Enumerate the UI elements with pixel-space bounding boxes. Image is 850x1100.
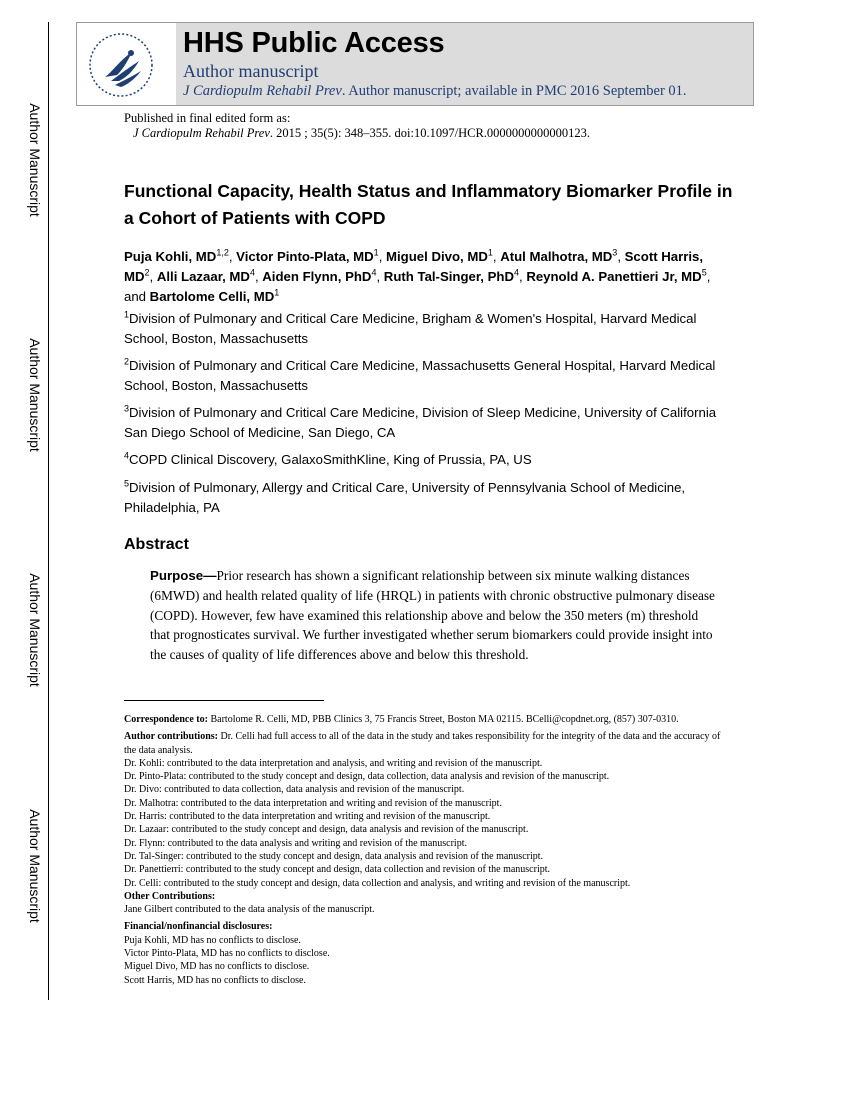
footnote-rule bbox=[124, 700, 324, 701]
affiliation-text: Division of Pulmonary and Critical Care Medicine, Division of Sleep Medicine, University of California San Diego School of Medicine, San Diego, CA bbox=[124, 405, 717, 440]
author-name: Aiden Flynn, PhD bbox=[262, 269, 372, 284]
abstract-text: Prior research has shown a significant relationship between six minute walking distances (6MWD) and health related quality of life (HRQL) in patients with chronic obstructive pulmonary disease (COPD). However, few have examined this relationship above and below the 350 meters (m) threshold that prognosticates survival. We further investigated whether serum biomarkers could provide insight into the causes of quality of life differences above and below this threshold. bbox=[150, 568, 715, 663]
published-citation bbox=[124, 126, 590, 141]
banner-title: HHS Public Access bbox=[183, 27, 445, 59]
abstract-paragraph bbox=[150, 566, 715, 665]
author-separator: , bbox=[376, 269, 384, 284]
contribution-line: Dr. Malhotra: contributed to the data interpretation and writing and revision of the manuscript. bbox=[124, 797, 502, 809]
contribution-line: Dr. Flynn: contributed to the data analysis and writing and revision of the manuscript. bbox=[124, 837, 467, 849]
affiliation-number: 5 bbox=[124, 478, 130, 489]
banner-availability: . Author manuscript; available in PMC 2016 September 01. bbox=[341, 83, 687, 99]
disclosures-label: Financial/nonfinancial disclosures: bbox=[124, 921, 273, 933]
affiliation-number: 3 bbox=[124, 403, 130, 414]
affiliation-text: COPD Clinical Discovery, GalaxoSmithKline, King of Prussia, PA, US bbox=[129, 452, 532, 467]
affiliation-text: Division of Pulmonary, Allergy and Critical Care, University of Pennsylvania School of Medicine, Philadelphia, PA bbox=[124, 480, 686, 515]
affiliation bbox=[124, 309, 734, 348]
contribution-list bbox=[124, 757, 724, 890]
disclosure-line: Puja Kohli, MD has no conflicts to disclose. bbox=[124, 934, 301, 946]
affiliation-text: Division of Pulmonary and Critical Care Medicine, Brigham & Women's Hospital, Harvard Medical School, Boston, Massachusetts bbox=[124, 311, 697, 346]
correspondence-label: Correspondence to: bbox=[124, 714, 208, 725]
author-name: Reynold A. Panettieri Jr, MD bbox=[526, 269, 702, 284]
author-affiliation-sup: 4 bbox=[513, 267, 519, 278]
author-separator: , bbox=[518, 269, 527, 284]
affiliation-number: 4 bbox=[124, 450, 130, 461]
author-affiliation-sup: 4 bbox=[371, 267, 377, 278]
hhs-eagle-logo-icon bbox=[87, 31, 155, 99]
author-affiliation-sup: 1 bbox=[373, 247, 379, 258]
author-separator: , bbox=[492, 249, 501, 264]
abstract-lead: Purpose— bbox=[150, 568, 217, 583]
affiliation bbox=[124, 403, 734, 442]
contribution-line: Dr. Tal-Singer: contributed to the study concept and design, data analysis and revision of the manuscript. bbox=[124, 850, 544, 862]
author-name: Scott Harris, MD bbox=[124, 249, 704, 284]
sidebar-label: Author Manuscript bbox=[27, 573, 43, 687]
affiliation-number: 2 bbox=[124, 356, 130, 367]
disclosure-list bbox=[124, 934, 724, 987]
banner-citation bbox=[183, 83, 687, 100]
disclosure-line: Victor Pinto-Plata, MD has no conflicts to disclose. bbox=[124, 948, 330, 960]
contribution-line: Dr. Harris: contributed to the data interpretation and writing and revision of the manuscript. bbox=[124, 811, 491, 823]
contribution-line: Dr. Pinto-Plata: contributed to the study concept and design, data collection, data analysis and revision of the manuscript. bbox=[124, 771, 610, 783]
affiliation-text: Division of Pulmonary and Critical Care Medicine, Massachusetts General Hospital, Harvard Medical School, Boston, Massachusetts bbox=[124, 358, 716, 393]
abstract-heading: Abstract bbox=[124, 536, 189, 553]
contributions-intro bbox=[124, 730, 724, 757]
author-separator: , and bbox=[124, 269, 711, 304]
author-affiliation-sup: 5 bbox=[701, 267, 707, 278]
author-name: Ruth Tal-Singer, PhD bbox=[383, 269, 514, 284]
sidebar-label: Author Manuscript bbox=[27, 809, 43, 923]
affiliation bbox=[124, 450, 734, 470]
correspondence bbox=[124, 713, 724, 726]
author-name: Alli Lazaar, MD bbox=[156, 269, 250, 284]
author-separator: , bbox=[149, 269, 157, 284]
author-affiliation-sup: 3 bbox=[612, 247, 618, 258]
published-in bbox=[124, 111, 590, 141]
disclosure-line: Scott Harris, MD has no conflicts to disclose. bbox=[124, 974, 306, 986]
footnotes bbox=[124, 713, 724, 987]
sidebar-rule bbox=[48, 22, 49, 1000]
article-title: Functional Capacity, Health Status and Inflammatory Biomarker Profile in a Cohort of Patients with COPD bbox=[124, 181, 733, 228]
author-separator: , bbox=[378, 249, 387, 264]
affiliation-number: 1 bbox=[124, 309, 130, 320]
author-separator: , bbox=[254, 269, 263, 284]
contribution-line: Dr. Divo: contributed to data collection, data analysis and revision of the manuscript. bbox=[124, 784, 465, 796]
author-affiliation-sup: 1 bbox=[487, 247, 493, 258]
published-journal: J Cardiopulm Rehabil Prev bbox=[133, 126, 270, 140]
banner-subtitle: Author manuscript bbox=[183, 61, 319, 81]
correspondence-text: Bartolome R. Celli, MD, PBB Clinics 3, 75 Francis Street, Boston MA 02115. BCelli@copdnet.org, (857) 307-0310. bbox=[207, 714, 679, 725]
disclosure-line: Miguel Divo, MD has no conflicts to disclose. bbox=[124, 961, 310, 973]
other-contributions-label: Other Contributions: bbox=[124, 890, 216, 902]
contribution-line: Dr. Lazaar: contributed to the study concept and design, data analysis and revision of the manuscript. bbox=[124, 824, 529, 836]
author-name: Bartolome Celli, MD bbox=[149, 289, 275, 304]
hhs-banner bbox=[76, 22, 754, 106]
sidebar-label: Author Manuscript bbox=[27, 338, 43, 452]
contributions-label: Author contributions: bbox=[124, 731, 218, 743]
contribution-line: Dr. Panettierri: contributed to the study concept and design, data collection and revision of the manuscript. bbox=[124, 864, 550, 876]
author-list bbox=[124, 247, 734, 307]
sidebar-label: Author Manuscript bbox=[27, 103, 43, 217]
author-name: Miguel Divo, MD bbox=[386, 249, 488, 264]
contributions-text: Dr. Celli had full access to all of the data in the study and takes responsibility for the integrity of the data and the accuracy of the data analysis. bbox=[124, 731, 721, 756]
author-affiliation-sup: 1 bbox=[274, 287, 280, 298]
author-affiliation-sup: 1,2 bbox=[216, 247, 229, 258]
published-label: Published in final edited form as: bbox=[124, 111, 291, 125]
author-name: Puja Kohli, MD bbox=[124, 249, 217, 264]
author-affiliation-sup: 4 bbox=[249, 267, 255, 278]
author-name: Victor Pinto-Plata, MD bbox=[236, 249, 374, 264]
other-contributions-text: Jane Gilbert contributed to the data analysis of the manuscript. bbox=[124, 904, 375, 916]
author-separator: , bbox=[617, 249, 625, 264]
banner-journal: J Cardiopulm Rehabil Prev bbox=[183, 83, 342, 99]
author-affiliation-sup: 2 bbox=[144, 267, 150, 278]
affiliation bbox=[124, 478, 734, 517]
contribution-line: Dr. Celli: contributed to the study concept and design, data collection and analysis, and writing and revision of the manuscript. bbox=[124, 877, 631, 889]
author-name: Atul Malhotra, MD bbox=[500, 249, 613, 264]
published-details: . 2015 ; 35(5): 348–355. doi:10.1097/HCR.0000000000000123. bbox=[269, 126, 591, 140]
affiliation bbox=[124, 356, 734, 395]
contribution-line: Dr. Kohli: contributed to the data interpretation and analysis, and writing and revision of the manuscript. bbox=[124, 757, 543, 769]
author-separator: , bbox=[228, 249, 237, 264]
